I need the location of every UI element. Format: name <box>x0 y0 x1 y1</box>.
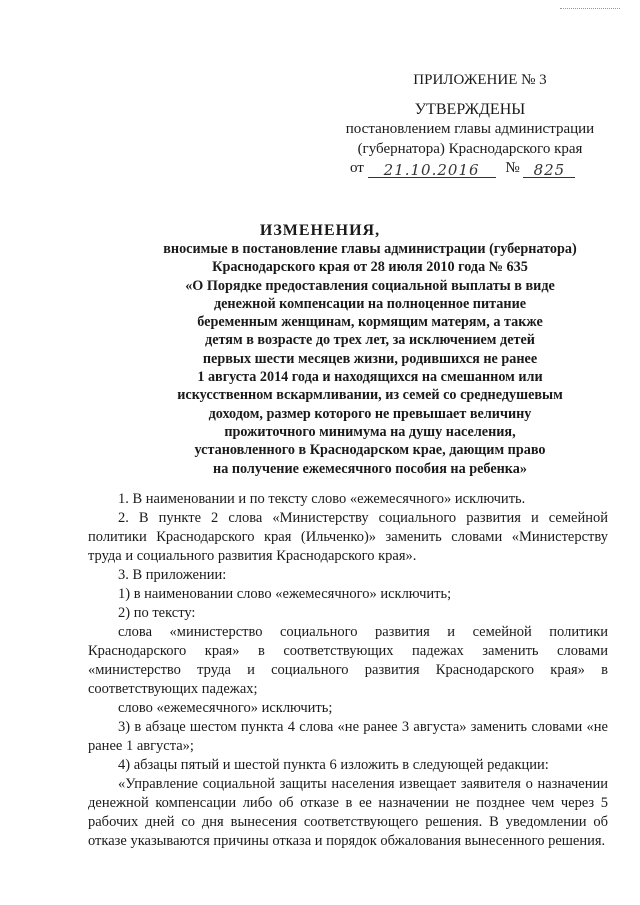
body-paragraph-2: 2. В пункте 2 слова «Министерству социального развития и семейной политики Краснодарского края (Ильченко)» заменить словами «Министерству труда и социального развития Краснодарского края». <box>88 510 608 564</box>
subtitle-line: искусственном вскармливании, из семей со среднедушевым <box>177 387 563 404</box>
body-paragraph-1: 1. В наименовании и по тексту слово «ежемесячного» исключить. <box>118 491 526 507</box>
body-paragraph-5: 2) по тексту: <box>118 605 196 621</box>
document-body <box>88 490 608 851</box>
subtitle-line: доходом, размер которого не превышает величину <box>208 405 532 422</box>
body-paragraph-6: слова «министерство социального развития и семейной политики Краснодарского края» в соответствующих падежах заменить словами «министерство труда и социального развития Краснодарского края» в соответствующих падежах; <box>88 624 608 697</box>
body-paragraph-9: 4) абзацы пятый и шестой пункта 6 изложить в следующей редакции: <box>118 757 549 773</box>
date-value: 21.10.2016 <box>368 160 496 178</box>
subtitle-line: 1 августа 2014 года и находящихся на смешанном или <box>197 369 543 386</box>
subtitle-line: установленного в Краснодарском крае, дающим право <box>194 442 546 459</box>
subtitle-line: прожиточного минимума на душу населения, <box>224 423 516 440</box>
body-paragraph-8: 3) в абзаце шестом пункта 4 слова «не ранее 3 августа» заменить словами «не ранее 1 августа»; <box>88 719 608 754</box>
body-paragraph-10: «Управление социальной защиты населения извещает заявителя о назначении денежной компенсации либо об отказе в ее назначении не позднее чем через 5 рабочих дней со дня вынесения соответствующего решения. В уведомлении об отказе указываются причины отказа и порядок обжалования вынесенного решения. <box>88 776 608 849</box>
number-prefix: № <box>505 160 520 176</box>
subtitle-line: беременным женщинам, кормящим матерям, а также <box>197 314 543 331</box>
body-paragraph-4: 1) в наименовании слово «ежемесячного» исключить; <box>118 586 452 602</box>
subtitle-line: денежной компенсации на полноценное питание <box>213 295 527 312</box>
subtitle-line: вносимые в постановление главы администрации (губернатора) <box>163 241 577 257</box>
subtitle-line: детям в возрасте до трех лет, за исключением детей <box>205 332 535 349</box>
document-subtitle <box>140 240 600 478</box>
body-paragraph-3: 3. В приложении: <box>118 567 227 583</box>
subtitle-line: первых шести месяцев жизни, родившихся не ранее <box>202 350 538 367</box>
document-title: ИЗМЕНЕНИЯ, <box>259 222 381 239</box>
appendix-label: ПРИЛОЖЕНИЕ № 3 <box>413 72 547 88</box>
approved-by-line2: (губернатора) Краснодарского края <box>357 141 583 157</box>
scan-corner-mark <box>560 8 620 10</box>
number-value: 825 <box>523 160 575 178</box>
subtitle-line: Краснодарского края от 28 июля 2010 года № 635 <box>212 259 528 276</box>
subtitle-line: «О Порядке предоставления социальной выплаты в виде <box>185 277 555 294</box>
date-number-line <box>350 158 610 178</box>
approved-label: УТВЕРЖДЕНЫ <box>414 101 526 118</box>
subtitle-line: на получение ежемесячного пособия на ребенка» <box>213 460 527 477</box>
body-paragraph-7: слово «ежемесячного» исключить; <box>118 700 333 716</box>
date-prefix: от <box>350 160 364 176</box>
approved-by-line1: постановлением главы администрации <box>345 121 595 137</box>
